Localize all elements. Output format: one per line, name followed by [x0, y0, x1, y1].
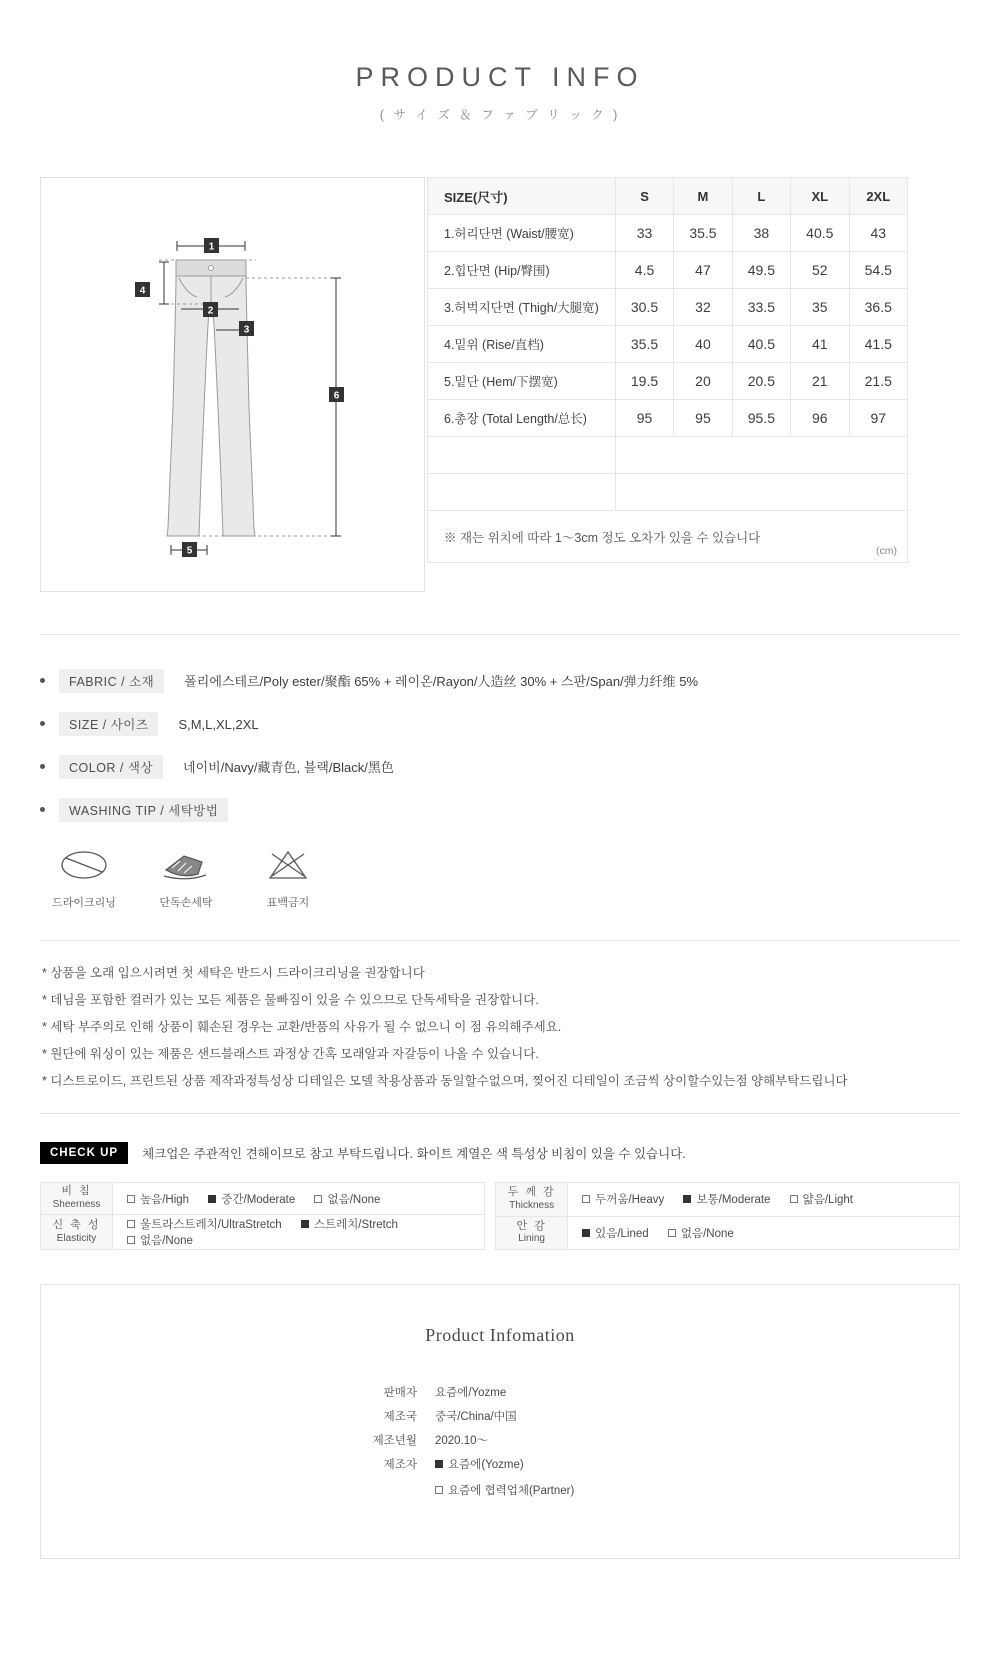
checkbox-option[interactable] — [127, 1232, 193, 1248]
cell-value: 19.5 — [615, 363, 673, 400]
product-information-box — [40, 1284, 960, 1559]
svg-text:5: 5 — [186, 545, 193, 557]
cell-value: 35.5 — [674, 215, 732, 252]
size-table-header-2xl: 2XL — [849, 178, 908, 215]
cell-value: 97 — [849, 400, 908, 437]
care-note: * 데님을 포함한 컬러가 있는 모든 제품은 물빠짐이 있을 수 있으므로 단독세탁을 권장합니다. — [42, 993, 539, 1007]
checkbox-empty-icon[interactable] — [314, 1195, 322, 1203]
cell-value: 20 — [674, 363, 732, 400]
option-label: 얇음/Light — [802, 1194, 853, 1207]
svg-text:6: 6 — [333, 390, 340, 402]
cell-value: 41 — [791, 326, 849, 363]
country-label: 제조국 — [383, 1411, 417, 1423]
svg-text:1: 1 — [208, 241, 215, 253]
cell-value: 41.5 — [849, 326, 908, 363]
cell-value: 43 — [849, 215, 908, 252]
garment-diagram — [40, 177, 425, 592]
option-label: 스트레치/Stretch — [313, 1219, 398, 1231]
lining-label-en: Lining — [518, 1233, 545, 1245]
info-label-fabric: FABRIC / 소재 — [59, 669, 164, 693]
option-label: 없음/None — [140, 1235, 193, 1247]
table-row — [41, 1183, 485, 1215]
size-table-header-row — [428, 178, 908, 215]
size-table-header-l: L — [732, 178, 790, 215]
size-table-header-label: SIZE(尺寸) — [428, 178, 616, 215]
pants-measurement-figure — [41, 178, 424, 591]
table-row — [345, 1428, 655, 1452]
product-information-title: Product Infomation — [425, 1325, 575, 1345]
checkbox-filled-icon[interactable] — [208, 1195, 216, 1203]
sheerness-label-kr: 비 침 — [61, 1185, 92, 1198]
washing-icon-caption: 드라이크리닝 — [52, 897, 116, 909]
table-row — [428, 400, 908, 437]
option-label: 중간/Moderate — [221, 1193, 296, 1206]
row-label: 5.밑단 (Hem/下摆宽) — [428, 363, 616, 400]
no-bleach-icon — [260, 848, 316, 882]
checkbox-option[interactable] — [582, 1191, 664, 1207]
care-notes — [40, 940, 960, 1114]
cell-value: 54.5 — [849, 252, 908, 289]
bullet-icon — [40, 807, 45, 812]
checkup-badge: CHECK UP — [40, 1142, 128, 1164]
washing-icon-item — [48, 848, 120, 910]
row-label: 6.총장 (Total Length/总长) — [428, 400, 616, 437]
cell-value: 40 — [674, 326, 732, 363]
hand-wash-separate-icon — [158, 848, 214, 882]
checkup-table-left — [40, 1182, 485, 1250]
table-row — [428, 289, 908, 326]
table-row-empty — [428, 437, 908, 474]
size-table-header-s: S — [615, 178, 673, 215]
country-value: 중국/China/中国 — [435, 1411, 517, 1423]
checkbox-filled-icon[interactable] — [435, 1460, 443, 1468]
svg-text:3: 3 — [243, 324, 250, 336]
table-row — [428, 363, 908, 400]
washing-icon-caption: 표백금지 — [266, 897, 310, 909]
cell-value: 33 — [615, 215, 673, 252]
option-label: 요즘에(Yozme) — [448, 1459, 524, 1471]
checkbox-filled-icon[interactable] — [582, 1229, 590, 1237]
row-label: 1.허리단면 (Waist/腰宽) — [428, 215, 616, 252]
table-row — [428, 252, 908, 289]
row-label: 3.허벅지단면 (Thigh/大腿宽) — [428, 289, 616, 326]
checkbox-filled-icon[interactable] — [301, 1220, 309, 1228]
list-item — [40, 798, 960, 822]
dry-clean-icon — [56, 848, 112, 882]
bullet-icon — [40, 678, 45, 683]
cell-value: 21 — [791, 363, 849, 400]
cell-value: 30.5 — [615, 289, 673, 326]
table-row-empty — [428, 474, 908, 511]
seller-value: 요즘에/Yozme — [435, 1387, 507, 1399]
option-label: 있음/Lined — [595, 1227, 649, 1240]
cell-value: 35 — [791, 289, 849, 326]
checkbox-empty-icon[interactable] — [668, 1229, 676, 1237]
option-label: 없음/None — [327, 1193, 381, 1206]
checkbox-empty-icon[interactable] — [790, 1195, 798, 1203]
sheerness-label-en: Sheerness — [52, 1199, 101, 1211]
page-subtitle: ( サ イ ズ ＆ フ ァ ブ リ ッ ク ) — [379, 108, 621, 122]
table-row — [41, 1215, 485, 1250]
bullet-icon — [40, 721, 45, 726]
cell-value: 95 — [674, 400, 732, 437]
measurement-note: ※ 재는 위치에 따라 1〜3cm 정도 오차가 있을 수 있습니다 — [444, 530, 761, 545]
cell-value: 20.5 — [732, 363, 790, 400]
checkbox-option[interactable] — [314, 1191, 380, 1207]
checkbox-option[interactable] — [127, 1191, 189, 1207]
product-information-table — [345, 1380, 655, 1502]
seller-label: 판매자 — [383, 1387, 417, 1399]
divider — [40, 634, 960, 635]
checkbox-empty-icon[interactable] — [127, 1195, 135, 1203]
checkbox-empty-icon[interactable] — [127, 1236, 135, 1244]
cell-value: 96 — [791, 400, 849, 437]
checkup-tables — [40, 1182, 960, 1250]
unit-label: (cm) — [876, 545, 897, 557]
elasticity-label-en: Elasticity — [56, 1232, 97, 1244]
manufacture-date-label: 제조년월 — [372, 1435, 417, 1447]
option-label: 울트라스트레치/UltraStretch — [140, 1219, 282, 1231]
info-label-washing-tip: WASHING TIP / 세탁방법 — [59, 798, 228, 822]
row-label: 4.밑위 (Rise/直档) — [428, 326, 616, 363]
checkbox-option[interactable] — [582, 1225, 649, 1241]
table-row — [496, 1183, 960, 1217]
manufacture-date-value: 2020.10〜 — [435, 1435, 489, 1447]
washing-icons — [48, 848, 1000, 910]
size-table — [427, 177, 908, 563]
care-note: * 상품을 오래 입으시려면 첫 세탁은 반드시 드라이크리닝을 권장합니다 — [42, 966, 425, 980]
cell-value: 49.5 — [732, 252, 790, 289]
cell-value: 95 — [615, 400, 673, 437]
checkup-table-right — [495, 1182, 960, 1250]
checkbox-empty-icon[interactable] — [127, 1220, 135, 1228]
table-row — [345, 1404, 655, 1428]
cell-value: 21.5 — [849, 363, 908, 400]
washing-icon-item — [150, 848, 222, 910]
cell-value: 40.5 — [791, 215, 849, 252]
checkbox-option[interactable] — [208, 1191, 295, 1207]
cell-value: 36.5 — [849, 289, 908, 326]
lining-label-kr: 안 감 — [516, 1219, 547, 1232]
cell-value: 32 — [674, 289, 732, 326]
table-row — [428, 326, 908, 363]
info-value-size: S,M,L,XL,2XL — [178, 717, 259, 732]
info-value-fabric: 폴리에스테르/Poly ester/聚酯 65% + 레이온/Rayon/人造丝 30% + 스판/Span/弹力纤维 5% — [184, 674, 699, 689]
checkup-description: 체크업은 주관적인 견해이므로 참고 부탁드립니다. 화이트 계열은 색 특성상 비침이 있을 수 있습니다. — [142, 1147, 686, 1161]
page-title: PRODUCT INFO — [355, 62, 645, 92]
checkbox-empty-icon[interactable] — [435, 1486, 443, 1494]
checkbox-option[interactable] — [435, 1456, 524, 1472]
list-item — [40, 712, 960, 736]
table-row — [345, 1452, 655, 1476]
size-table-header-xl: XL — [791, 178, 849, 215]
option-label: 두꺼움/Heavy — [595, 1194, 665, 1207]
cell-value: 52 — [791, 252, 849, 289]
cell-value: 4.5 — [615, 252, 673, 289]
thickness-label-en: Thickness — [509, 1199, 555, 1211]
svg-text:4: 4 — [139, 285, 146, 297]
option-label: 보통/Moderate — [696, 1194, 771, 1207]
cell-value: 38 — [732, 215, 790, 252]
cell-value: 33.5 — [732, 289, 790, 326]
bullet-icon — [40, 764, 45, 769]
option-label: 요즘에 협력업체(Partner) — [448, 1485, 575, 1497]
cell-value: 95.5 — [732, 400, 790, 437]
info-label-color: COLOR / 색상 — [59, 755, 163, 779]
cell-value: 47 — [674, 252, 732, 289]
cell-value: 40.5 — [732, 326, 790, 363]
list-item — [40, 669, 960, 693]
size-table-header-m: M — [674, 178, 732, 215]
info-value-color: 네이비/Navy/藏青色, 블랙/Black/黑色 — [183, 760, 394, 775]
washing-icon-item — [252, 848, 324, 910]
list-item — [40, 755, 960, 779]
table-row — [496, 1216, 960, 1250]
care-note: * 세탁 부주의로 인해 상품이 훼손된 경우는 교환/반품의 사유가 될 수 없으니 이 점 유의해주세요. — [42, 1020, 562, 1034]
checkbox-option[interactable] — [301, 1216, 398, 1232]
care-note: * 원단에 워싱이 있는 제품은 샌드블래스트 과정상 간혹 모래알과 자갈등이 나올 수 있습니다. — [42, 1047, 539, 1061]
option-label: 높음/High — [140, 1193, 190, 1206]
table-row — [428, 215, 908, 252]
checkbox-option[interactable] — [127, 1216, 282, 1232]
thickness-label-kr: 두 께 감 — [507, 1186, 556, 1199]
checkbox-option[interactable] — [668, 1225, 734, 1241]
row-label: 2.힙단면 (Hip/臀围) — [428, 252, 616, 289]
size-section — [40, 177, 960, 592]
table-row — [345, 1380, 655, 1404]
checkbox-filled-icon[interactable] — [683, 1195, 691, 1203]
measurement-note-row — [428, 511, 908, 563]
care-note: * 디스트로이드, 프린트된 상품 제작과정특성상 디테일은 모델 착용상품과 동일할수없으며, 찢어진 디테일이 조금씩 상이할수있는점 양해부탁드립니다 — [42, 1074, 848, 1088]
cell-value: 35.5 — [615, 326, 673, 363]
checkbox-option[interactable] — [435, 1482, 574, 1498]
washing-icon-caption: 단독손세탁 — [159, 897, 213, 909]
info-label-size: SIZE / 사이즈 — [59, 712, 158, 736]
checkup-header — [40, 1142, 960, 1164]
fabric-info-list — [40, 669, 960, 822]
checkbox-option[interactable] — [683, 1191, 770, 1207]
manufacturer-label: 제조자 — [383, 1459, 417, 1471]
option-label: 없음/None — [680, 1227, 734, 1240]
checkbox-option[interactable] — [790, 1191, 853, 1207]
elasticity-label-kr: 신 축 성 — [52, 1218, 101, 1231]
checkbox-empty-icon[interactable] — [582, 1195, 590, 1203]
page-header — [0, 0, 1000, 123]
svg-text:2: 2 — [207, 305, 214, 317]
table-row — [345, 1476, 655, 1502]
